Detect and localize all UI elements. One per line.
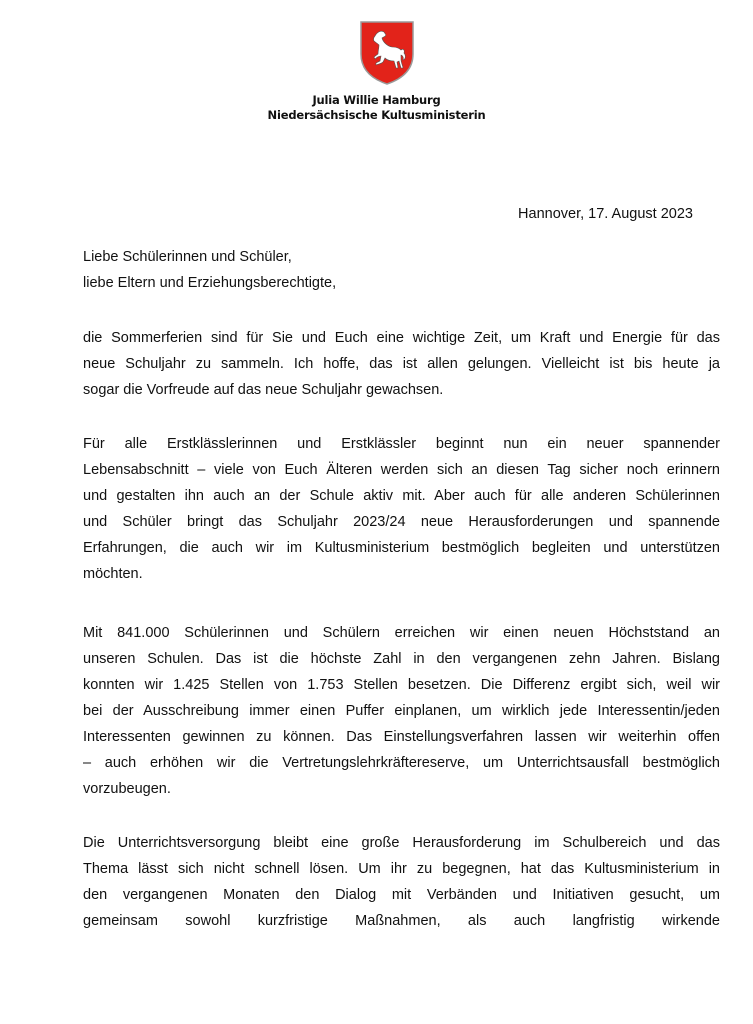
paragraph-2-line: Erfahrungen, die auch wir im Kultusministerium bestmöglich begleiten und unterstützen — [83, 540, 720, 556]
paragraph-3-line: unseren Schulen. Das ist die höchste Zahl in den vergangenen zehn Jahren. Bislang — [83, 651, 720, 667]
paragraph-3-line: Interessenten gewinnen zu können. Das Einstellungsverfahren lassen wir weiterhin offen — [83, 729, 720, 745]
paragraph-1-line: sogar die Vorfreude auf das neue Schuljahr gewachsen. — [83, 382, 444, 398]
salutation-line: Liebe Schülerinnen und Schüler, — [83, 249, 292, 265]
paragraph-4-line: den vergangenen Monaten den Dialog mit Verbänden und Initiativen gesucht, um — [83, 887, 720, 903]
salutation-line: liebe Eltern und Erziehungsberechtigte, — [83, 275, 337, 291]
letter-date: Hannover, 17. August 2023 — [518, 206, 693, 222]
paragraph-3-line: konnten wir 1.425 Stellen von 1.753 Stellen besetzen. Die Differenz ergibt sich, weil wir — [83, 677, 720, 693]
paragraph-2-line: und Schüler bringt das Schuljahr 2023/24 neue Herausforderungen und spannende — [83, 514, 720, 530]
paragraph-3-line: – auch erhöhen wir die Vertretungslehrkräftereserve, um Unterrichtsausfall bestmöglich — [83, 755, 720, 771]
paragraph-3-line: bei der Ausschreibung immer einen Puffer einplanen, um wirklich jede Interessentin/jeden — [83, 703, 720, 719]
paragraph-4-line: Die Unterrichtsversorgung bleibt eine große Herausforderung im Schulbereich und das — [83, 835, 720, 851]
paragraph-1-line: die Sommerferien sind für Sie und Euch eine wichtige Zeit, um Kraft und Energie für das — [83, 330, 720, 346]
paragraph-4-line: gemeinsam sowohl kurzfristige Maßnahmen, als auch langfristig wirkende — [83, 913, 720, 929]
paragraph-2-line: und gestalten ihn auch an der Schule aktiv mit. Aber auch für alle anderen Schülerinnen — [83, 488, 720, 504]
minister-office: Niedersächsische Kultusministerin — [267, 108, 486, 122]
paragraph-3-line: vorzubeugen. — [83, 781, 171, 797]
paragraph-3-line: Mit 841.000 Schülerinnen und Schülern erreichen wir einen neuen Höchststand an — [83, 625, 720, 641]
minister-name: Julia Willie Hamburg — [312, 93, 441, 107]
paragraph-2-line: Lebensabschnitt – viele von Euch Älteren werden sich an diesen Tag sicher noch erinnern — [83, 462, 720, 478]
coat-of-arms-icon — [359, 20, 415, 86]
paragraph-1-line: neue Schuljahr zu sammeln. Ich hoffe, das ist allen gelungen. Vielleicht ist bis heute ja — [83, 356, 720, 372]
paragraph-2-line: Für alle Erstklässlerinnen und Erstklässler beginnt nun ein neuer spannender — [83, 436, 720, 452]
paragraph-2-line: möchten. — [83, 566, 143, 582]
paragraph-4-line: Thema lässt sich nicht schnell lösen. Um ihr zu begegnen, hat das Kultusministerium in — [83, 861, 720, 877]
